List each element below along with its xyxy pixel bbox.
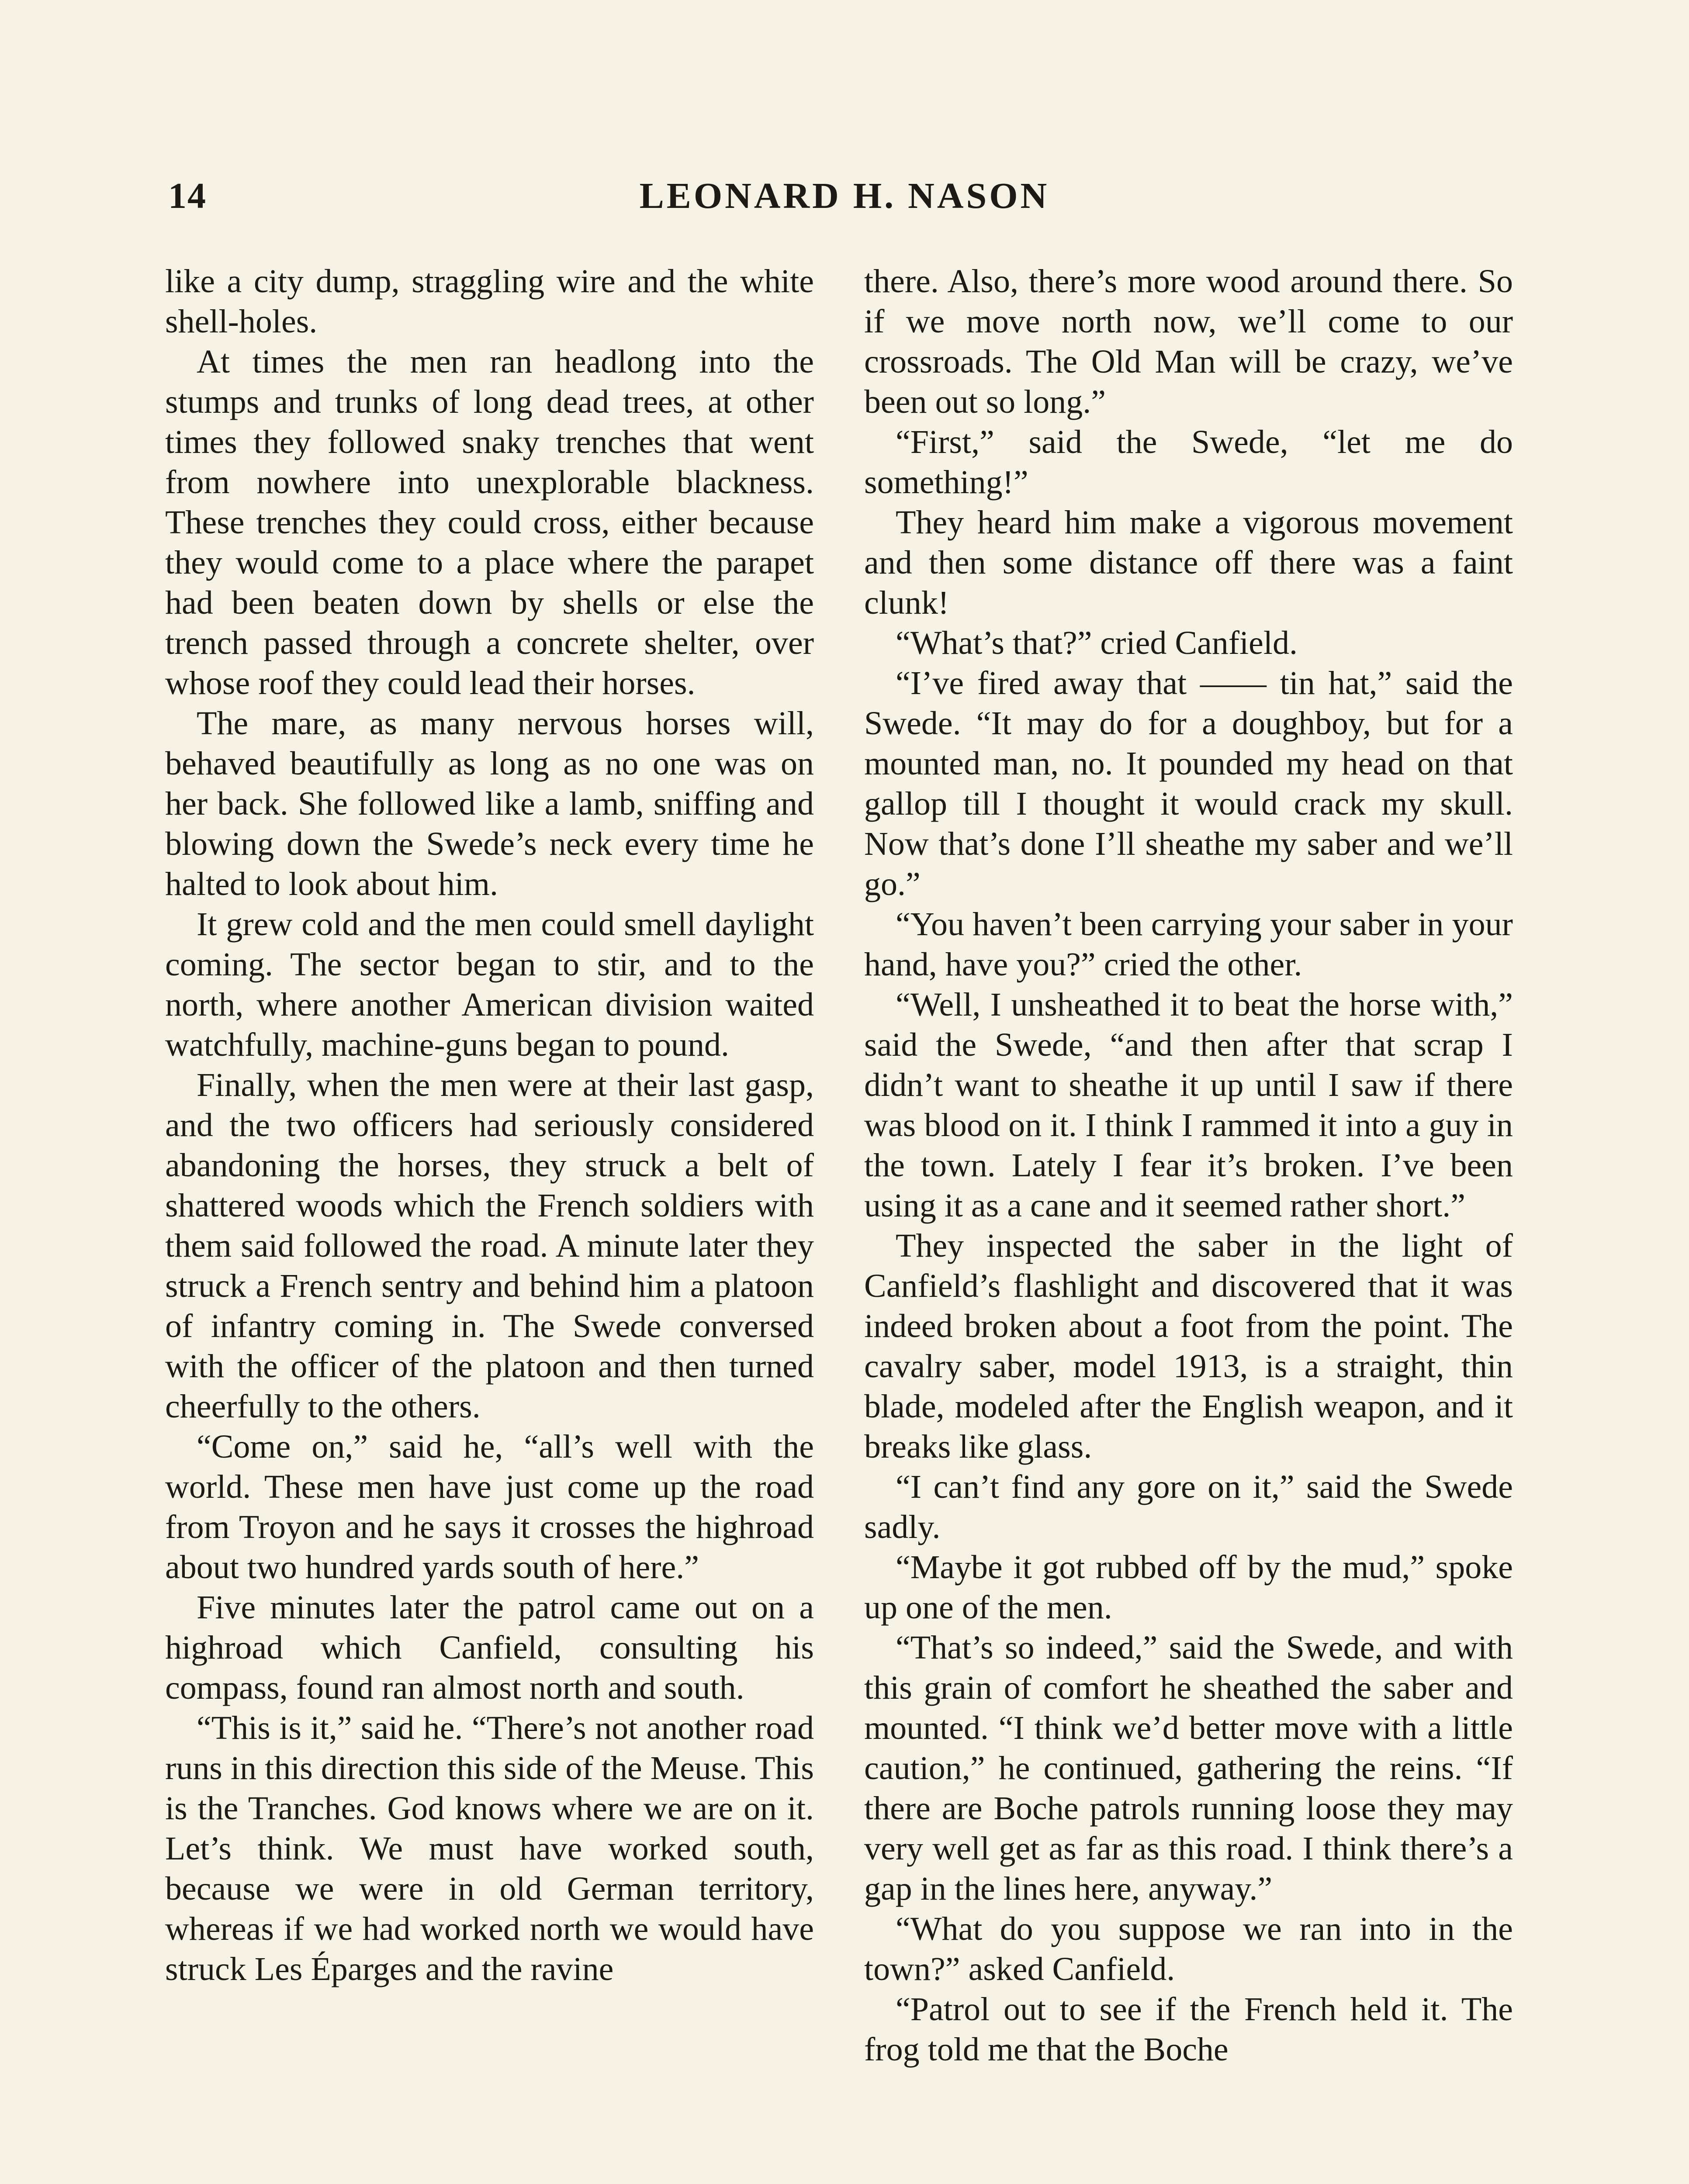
paragraph: “Maybe it got rubbed off by the mud,” spoke up one of the men. xyxy=(864,1549,1513,1626)
paragraph: “First,” said the Swede, “let me do something!” xyxy=(864,424,1513,501)
paragraph: Finally, when the men were at their last gasp, and the two officers had seriously considered abandoning the horses, they struck a belt of shattered woods which the French soldiers with them said followed the road. A minute later they struck a French sentry and behind him a platoon of infantry coming in. The Swede conversed with the officer of the platoon and then turned cheerfully to the others. xyxy=(165,1067,814,1425)
paragraph: The mare, as many nervous horses will, behaved beautifully as long as no one was on her back. She followed like a lamb, sniffing and blowing down the Swede’s neck every time he halted to look about him. xyxy=(165,705,814,902)
paragraph: “Patrol out to see if the French held it. The frog told me that the Boche xyxy=(864,1991,1513,2068)
right-text-column xyxy=(864,261,1513,2070)
paragraph: “Well, I unsheathed it to beat the horse with,” said the Swede, “and then after that scrap I didn’t want to sheathe it up until I saw if there was blood on it. I think I rammed it into a guy in the town. Lately I fear it’s broken. I’ve been using it as a cane and it seemed rather short.” xyxy=(864,986,1513,1224)
page-number: 14 xyxy=(168,176,207,216)
paragraph: “What do you suppose we ran into in the town?” asked Canfield. xyxy=(864,1911,1513,1987)
paragraph: At times the men ran headlong into the stumps and trunks of long dead trees, at other times they followed snaky trenches that went from nowhere into unexplorable blackness. These trenches they could cross, either because they would come to a place where the parapet had been beaten down by shells or else the trench passed through a concrete shelter, over whose roof they could lead their horses. xyxy=(165,343,814,702)
paragraph: like a city dump, straggling wire and the white shell-holes. xyxy=(165,263,814,340)
paragraph: “You haven’t been carrying your saber in your hand, have you?” cried the other. xyxy=(864,906,1513,983)
left-text-column xyxy=(165,261,814,1989)
paragraph: It grew cold and the men could smell daylight coming. The sector began to stir, and to the north, where another American division waited watchfully, machine-guns began to pound. xyxy=(165,906,814,1063)
paragraph: “I’ve fired away that —— tin hat,” said the Swede. “It may do for a doughboy, but for a mounted man, no. It pounded my head on that gallop till I thought it would crack my skull. Now that’s done I’ll sheathe my saber and we’ll go.” xyxy=(864,665,1513,902)
paragraph: “I can’t find any gore on it,” said the Swede sadly. xyxy=(864,1469,1513,1545)
paragraph: there. Also, there’s more wood around there. So if we move north now, we’ll come to our crossroads. The Old Man will be crazy, we’ve been out so long.” xyxy=(864,263,1513,420)
paragraph: Five minutes later the patrol came out on a highroad which Canfield, consulting his compass, found ran almost north and south. xyxy=(165,1589,814,1706)
paragraph: “Come on,” said he, “all’s well with the world. These men have just come up the road from Troyon and he says it crosses the highroad about two hundred yards south of here.” xyxy=(165,1428,814,1586)
running-head-author: LEONARD H. NASON xyxy=(639,176,1050,216)
paragraph: “What’s that?” cried Canfield. xyxy=(896,625,1298,661)
paragraph: “This is it,” said he. “There’s not another road runs in this direction this side of the Meuse. This is the Tranches. God knows where we are on it. Let’s think. We must have worked south, because we were in old German territory, whereas if we had worked north we would have struck Les Éparges and the ravine xyxy=(165,1710,814,1987)
paragraph: They heard him make a vigorous movement and then some distance off there was a faint clunk! xyxy=(864,504,1513,621)
paragraph: They inspected the saber in the light of Canfield’s flashlight and discovered that it was indeed broken about a foot from the point. The cavalry saber, model 1913, is a straight, thin blade, modeled after the English weapon, and it breaks like glass. xyxy=(864,1227,1513,1465)
paragraph: “That’s so indeed,” said the Swede, and with this grain of comfort he sheathed the saber and mounted. “I think we’d better move with a little caution,” he continued, gathering the reins. “If there are Boche patrols running loose they may very well get as far as this road. I think there’s a gap in the lines here, anyway.” xyxy=(864,1629,1513,1907)
